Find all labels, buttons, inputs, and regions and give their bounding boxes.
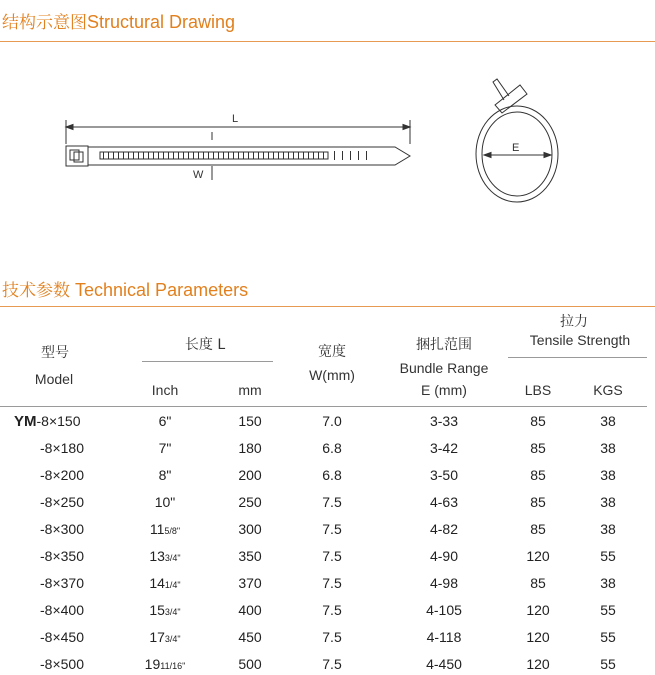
width-cell — [310, 412, 354, 430]
structural-drawing-title-cn: 结构示意图 — [2, 13, 87, 33]
model-value: -8×400 — [40, 602, 84, 618]
range-value: 4-82 — [429, 521, 459, 537]
kgs-cell — [588, 493, 628, 511]
kgs-cell — [588, 547, 628, 565]
range-value: 4-90 — [429, 548, 459, 564]
cable-tie-drawing — [0, 60, 655, 210]
section-divider — [0, 306, 655, 307]
tie-head — [66, 146, 88, 166]
mm-cell — [230, 574, 270, 592]
mm-value: 370 — [238, 575, 262, 591]
width-cell — [310, 466, 354, 484]
range-cell — [410, 601, 478, 619]
width-value: 7.5 — [322, 548, 342, 564]
lbs-cell — [518, 412, 558, 430]
range-value: 4-105 — [426, 602, 462, 618]
kgs-value: 38 — [600, 575, 616, 591]
lbs-value: 85 — [530, 413, 546, 429]
range-value: 4-98 — [429, 575, 459, 591]
header-bottom-rule — [0, 406, 647, 407]
model-value: -8×450 — [40, 629, 84, 645]
inch-cell — [143, 628, 187, 648]
header-mm: mm — [238, 382, 262, 398]
inch-fraction: 1/4" — [164, 580, 181, 590]
header-bundle-en: Bundle Range — [399, 360, 489, 376]
mm-cell — [230, 547, 270, 565]
mm-value: 400 — [238, 602, 262, 618]
inch-value: 13 — [149, 548, 165, 564]
mm-value: 350 — [238, 548, 262, 564]
width-cell — [310, 493, 354, 511]
length-label: L — [232, 113, 239, 125]
inch-value: 11 — [149, 521, 165, 537]
header-model-cn: 型号 — [41, 345, 69, 361]
width-cell — [310, 520, 354, 538]
range-cell — [410, 574, 478, 592]
range-cell — [410, 412, 478, 430]
model-cell — [14, 466, 104, 484]
model-cell — [14, 412, 104, 431]
range-cell — [410, 655, 478, 673]
inch-cell — [143, 547, 187, 567]
inch-fraction: 3/4" — [164, 553, 181, 563]
range-cell — [410, 493, 478, 511]
lbs-value: 120 — [526, 656, 550, 672]
inch-value: 19 — [144, 656, 161, 672]
width-cell — [310, 655, 354, 673]
mm-cell — [230, 412, 270, 430]
mm-value: 500 — [238, 656, 262, 672]
inch-cell — [143, 520, 187, 540]
header-bundle-cn: 捆扎范围 — [416, 337, 472, 353]
range-cell — [410, 520, 478, 538]
section-divider — [0, 41, 655, 42]
technical-parameters-title-en: Technical Parameters — [75, 280, 249, 300]
mm-cell — [230, 439, 270, 457]
lbs-cell — [518, 628, 558, 646]
header-bundle-unit: E (mm) — [421, 382, 467, 398]
inch-cell — [143, 574, 187, 594]
model-value: -8×150 — [36, 413, 81, 429]
model-cell — [14, 520, 104, 538]
width-value: 7.5 — [322, 602, 342, 618]
model-cell — [14, 655, 104, 673]
model-cell — [14, 439, 104, 457]
header-tensile-underline — [508, 357, 647, 358]
width-value: 7.5 — [322, 521, 342, 537]
range-cell — [410, 628, 478, 646]
structural-drawing-title — [2, 8, 235, 34]
kgs-value: 55 — [600, 656, 616, 672]
model-prefix: YM — [14, 413, 37, 430]
lbs-value: 85 — [530, 521, 546, 537]
mm-cell — [230, 655, 270, 673]
bundle-label: E — [512, 142, 520, 154]
inch-value: 8" — [158, 467, 172, 483]
lbs-value: 85 — [530, 575, 546, 591]
width-label: W — [193, 169, 204, 181]
tie-loop-head — [495, 85, 527, 113]
range-value: 3-42 — [429, 440, 459, 456]
model-cell — [14, 601, 104, 619]
width-cell — [310, 574, 354, 592]
kgs-value: 38 — [600, 521, 616, 537]
mm-cell — [230, 628, 270, 646]
header-inch: Inch — [151, 382, 179, 398]
kgs-value: 38 — [600, 413, 616, 429]
mm-cell — [230, 466, 270, 484]
lbs-cell — [518, 439, 558, 457]
model-value: -8×370 — [40, 575, 84, 591]
kgs-cell — [588, 520, 628, 538]
width-value: 7.5 — [322, 629, 342, 645]
inch-cell — [143, 601, 187, 621]
inch-value: 6" — [158, 413, 172, 429]
lbs-value: 120 — [526, 629, 550, 645]
header-length-underline — [142, 361, 273, 362]
inch-fraction: 3/4" — [164, 607, 181, 617]
lbs-cell — [518, 520, 558, 538]
model-value: -8×200 — [40, 467, 84, 483]
header-length: 长度 L — [184, 337, 226, 353]
lbs-cell — [518, 574, 558, 592]
kgs-value: 38 — [600, 494, 616, 510]
kgs-value: 55 — [600, 548, 616, 564]
structural-drawing-title-en: Structural Drawing — [87, 12, 236, 32]
lbs-cell — [518, 547, 558, 565]
mm-cell — [230, 520, 270, 538]
lbs-value: 85 — [530, 467, 546, 483]
mm-value: 450 — [238, 629, 262, 645]
range-cell — [410, 439, 478, 457]
kgs-cell — [588, 601, 628, 619]
model-cell — [14, 547, 104, 565]
mm-cell — [230, 493, 270, 511]
lbs-value: 120 — [526, 602, 550, 618]
header-tensile-en: Tensile Strength — [529, 332, 631, 348]
mm-value: 250 — [238, 494, 262, 510]
range-value: 4-450 — [426, 656, 462, 672]
kgs-cell — [588, 574, 628, 592]
inch-cell — [143, 412, 187, 430]
model-value: -8×300 — [40, 521, 84, 537]
mm-cell — [230, 601, 270, 619]
kgs-cell — [588, 655, 628, 673]
technical-parameters-title-cn: 技术参数 — [2, 281, 70, 301]
model-value: -8×350 — [40, 548, 84, 564]
width-value: 7.5 — [322, 575, 342, 591]
inch-fraction: 11/16" — [160, 661, 186, 671]
inch-value: 17 — [149, 629, 165, 645]
kgs-cell — [588, 628, 628, 646]
inch-cell — [143, 439, 187, 457]
header-kgs: KGS — [593, 382, 623, 398]
width-cell — [310, 601, 354, 619]
inch-value: 7" — [158, 440, 172, 456]
width-value: 7.5 — [322, 656, 342, 672]
range-value: 3-50 — [429, 467, 459, 483]
lbs-value: 120 — [526, 548, 550, 564]
inch-value: 14 — [149, 575, 165, 591]
lbs-cell — [518, 493, 558, 511]
header-width-cn: 宽度 — [318, 344, 346, 360]
inch-value: 10" — [154, 494, 176, 510]
inch-cell — [143, 493, 187, 511]
width-cell — [310, 439, 354, 457]
model-value: -8×500 — [40, 656, 84, 672]
inch-value: 15 — [149, 602, 165, 618]
header-model-en: Model — [34, 371, 74, 387]
header-lbs: LBS — [524, 382, 552, 398]
technical-parameters-title — [2, 276, 248, 302]
range-value: 4-63 — [429, 494, 459, 510]
lbs-cell — [518, 655, 558, 673]
model-cell — [14, 574, 104, 592]
kgs-value: 55 — [600, 629, 616, 645]
lbs-value: 85 — [530, 440, 546, 456]
width-cell — [310, 547, 354, 565]
model-value: -8×180 — [40, 440, 84, 456]
width-value: 7.5 — [322, 494, 342, 510]
kgs-value: 38 — [600, 467, 616, 483]
lbs-cell — [518, 601, 558, 619]
kgs-cell — [588, 412, 628, 430]
mm-value: 180 — [238, 440, 262, 456]
mm-value: 300 — [238, 521, 262, 537]
kgs-cell — [588, 439, 628, 457]
kgs-cell — [588, 466, 628, 484]
inch-fraction: 5/8" — [164, 526, 181, 536]
model-cell — [14, 493, 104, 511]
inch-fraction: 3/4" — [164, 634, 181, 644]
width-value: 6.8 — [322, 440, 342, 456]
lbs-value: 85 — [530, 494, 546, 510]
model-cell — [14, 628, 104, 646]
width-cell — [310, 628, 354, 646]
kgs-value: 38 — [600, 440, 616, 456]
range-cell — [410, 547, 478, 565]
inch-cell — [143, 655, 187, 675]
mm-value: 200 — [238, 467, 262, 483]
header-tensile-cn: 拉力 — [560, 314, 588, 330]
kgs-value: 55 — [600, 602, 616, 618]
width-value: 6.8 — [322, 467, 342, 483]
inch-cell — [143, 466, 187, 484]
range-cell — [410, 466, 478, 484]
range-value: 4-118 — [426, 629, 462, 645]
header-width-en: W(mm) — [309, 367, 355, 383]
mm-value: 150 — [238, 413, 262, 429]
range-value: 3-33 — [429, 413, 459, 429]
model-value: -8×250 — [40, 494, 84, 510]
width-value: 7.0 — [322, 413, 342, 429]
lbs-cell — [518, 466, 558, 484]
